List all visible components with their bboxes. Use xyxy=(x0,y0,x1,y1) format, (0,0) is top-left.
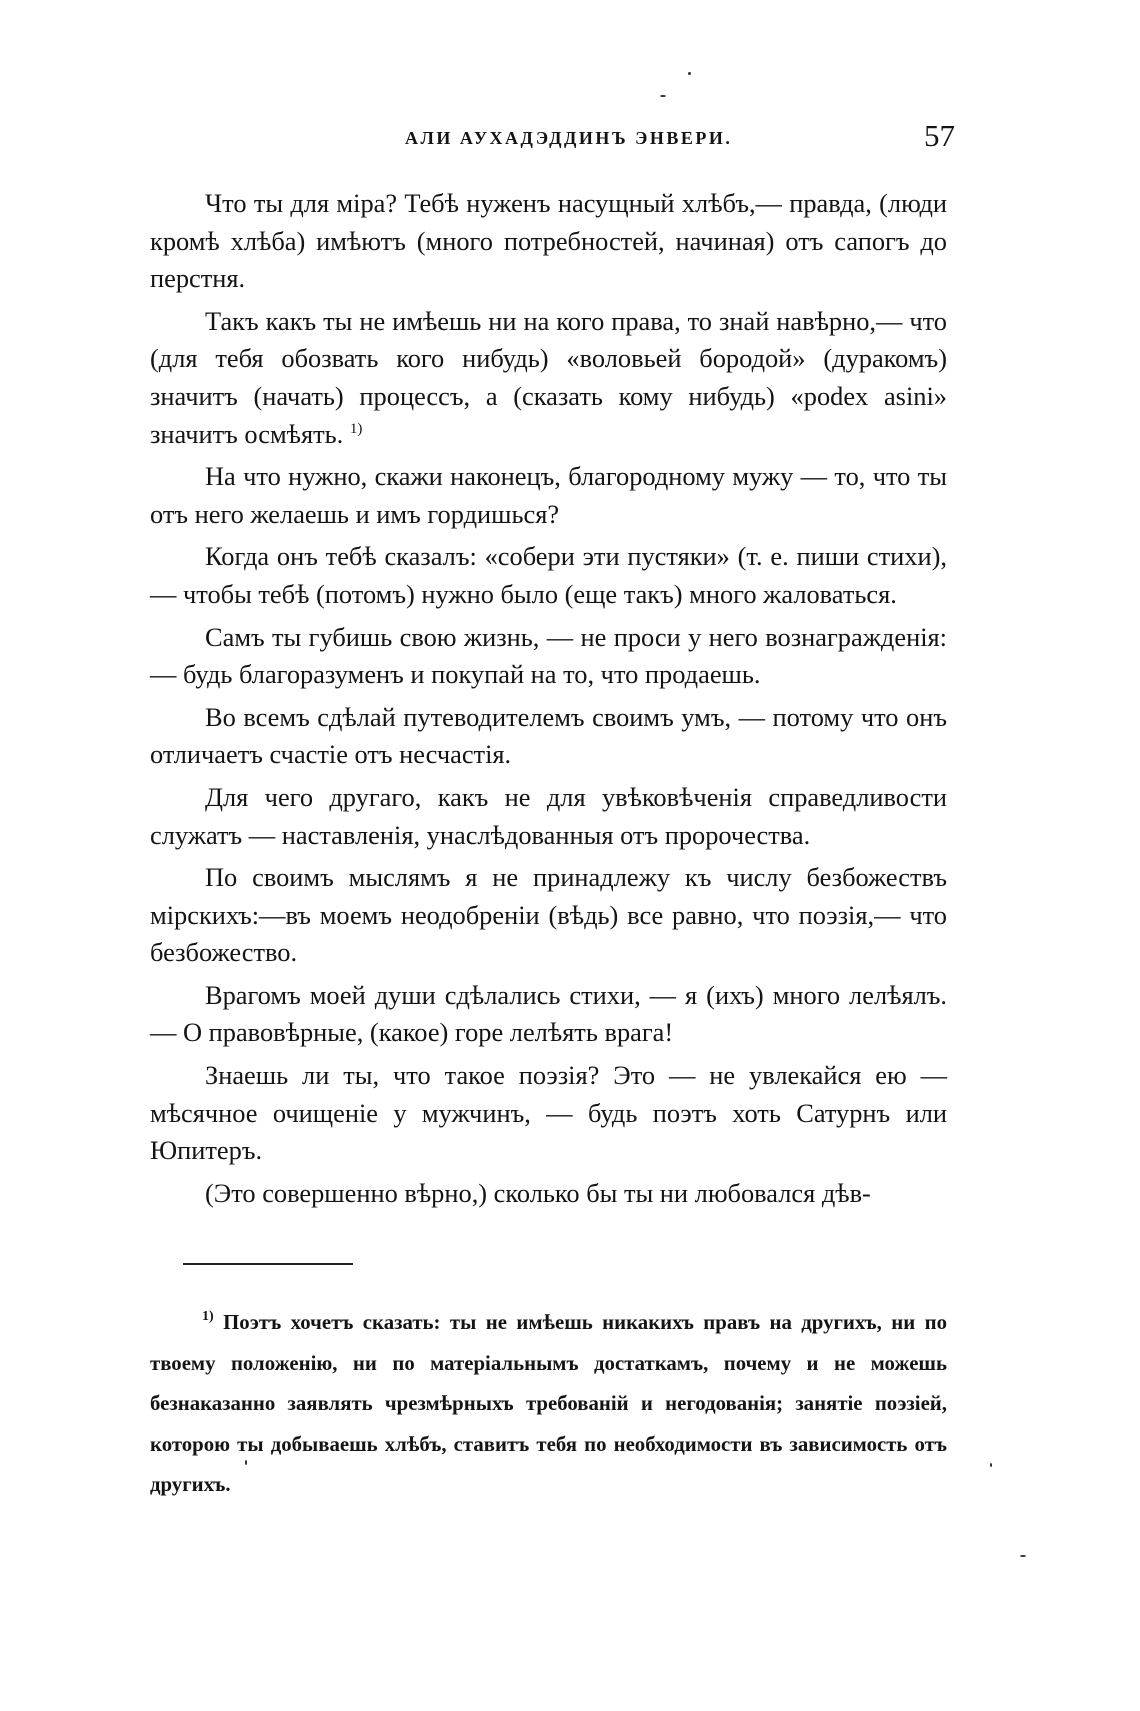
scan-speck xyxy=(1020,1555,1026,1557)
paragraph: Когда онъ тебѣ сказалъ: «собери эти пустяки» (т. е. пиши стихи), — чтобы тебѣ (потомъ) нужно было (еще такъ) много жаловаться. xyxy=(150,541,947,609)
paragraph: На что нужно, скажи наконецъ, благородному мужу — то, что ты отъ него желаешь и имъ гордишься? xyxy=(150,461,947,529)
scan-speck xyxy=(245,1460,247,1465)
paragraph: Знаешь ли ты, что такое поэзія? Это — не увлекайся ею — мѣсячное очищеніе у мужчинъ, — будь поэтъ хоть Сатурнъ или Юпитеръ. xyxy=(150,1060,947,1166)
paragraph: (Это совершенно вѣрно,) сколько бы ты ни любовался дѣв- xyxy=(205,1177,871,1208)
footnote xyxy=(150,1303,947,1506)
paragraph: Для чего другаго, какъ не для увѣковѣченія справедливости служатъ — наставленія, унаслѣдованныя отъ пророчества. xyxy=(150,781,947,850)
paragraph: По своимъ мыслямъ я не принадлежу къ числу безбожествъ мірскихъ:—въ моемъ неодобреніи (вѣдь) все равно, что поэзія,— что безбожество. xyxy=(150,862,947,968)
paragraph-text: Такъ какъ ты не имѣешь ни на кого права, то знай навѣрно,— что (для тебя обозвать кого нибудь) «воловьей бородой» (дуракомъ) значитъ (начать) процессъ, а (сказать кому нибудь) «podex asini» значитъ осмѣять. xyxy=(150,305,947,449)
paragraph xyxy=(150,303,947,458)
running-head: АЛИ АУХАДЭДДИНЪ ЭНВЕРИ. xyxy=(405,128,733,148)
page-header xyxy=(205,118,955,158)
scan-speck xyxy=(688,72,691,75)
scan-speck xyxy=(660,95,666,97)
footnote-divider xyxy=(183,1263,353,1265)
page-number: 57 xyxy=(924,118,955,153)
footnote-reference: 1) xyxy=(349,420,363,437)
scan-speck xyxy=(990,1463,992,1467)
body-text xyxy=(150,185,947,1217)
footnote-text: Поэтъ хочетъ сказать: ты не имѣешь никакихъ правъ на другихъ, ни по твоему положенію, ни по матеріальнымъ достаткамъ, почему и не можешь безнаказанно заявлять чрезмѣрныхъ требованій и негодованія; занятіе поэзіей, которою ты добываешь хлѣбъ, ставитъ тебя по необходимости въ зависимость отъ другихъ. xyxy=(150,1311,947,1496)
paragraph: Что ты для міра? Тебѣ нуженъ насущный хлѣбъ,— правда, (люди кромѣ хлѣба) имѣютъ (много потребностей, начиная) отъ сапогъ до перстня. xyxy=(150,188,947,294)
footnote-marker: 1) xyxy=(202,1309,214,1324)
paragraph: Самъ ты губишь свою жизнь, — не проси у него вознагражденія: — будь благоразуменъ и покупай на то, что продаешь. xyxy=(150,621,947,690)
paragraph: Во всемъ сдѣлай путеводителемъ своимъ умъ, — потому что онъ отличаетъ счастіе отъ несчастія. xyxy=(150,701,947,770)
paragraph: Врагомъ моей души сдѣлались стихи, — я (ихъ) много лелѣялъ. — О правовѣрные, (какое) горе лелѣять врага! xyxy=(150,979,947,1048)
